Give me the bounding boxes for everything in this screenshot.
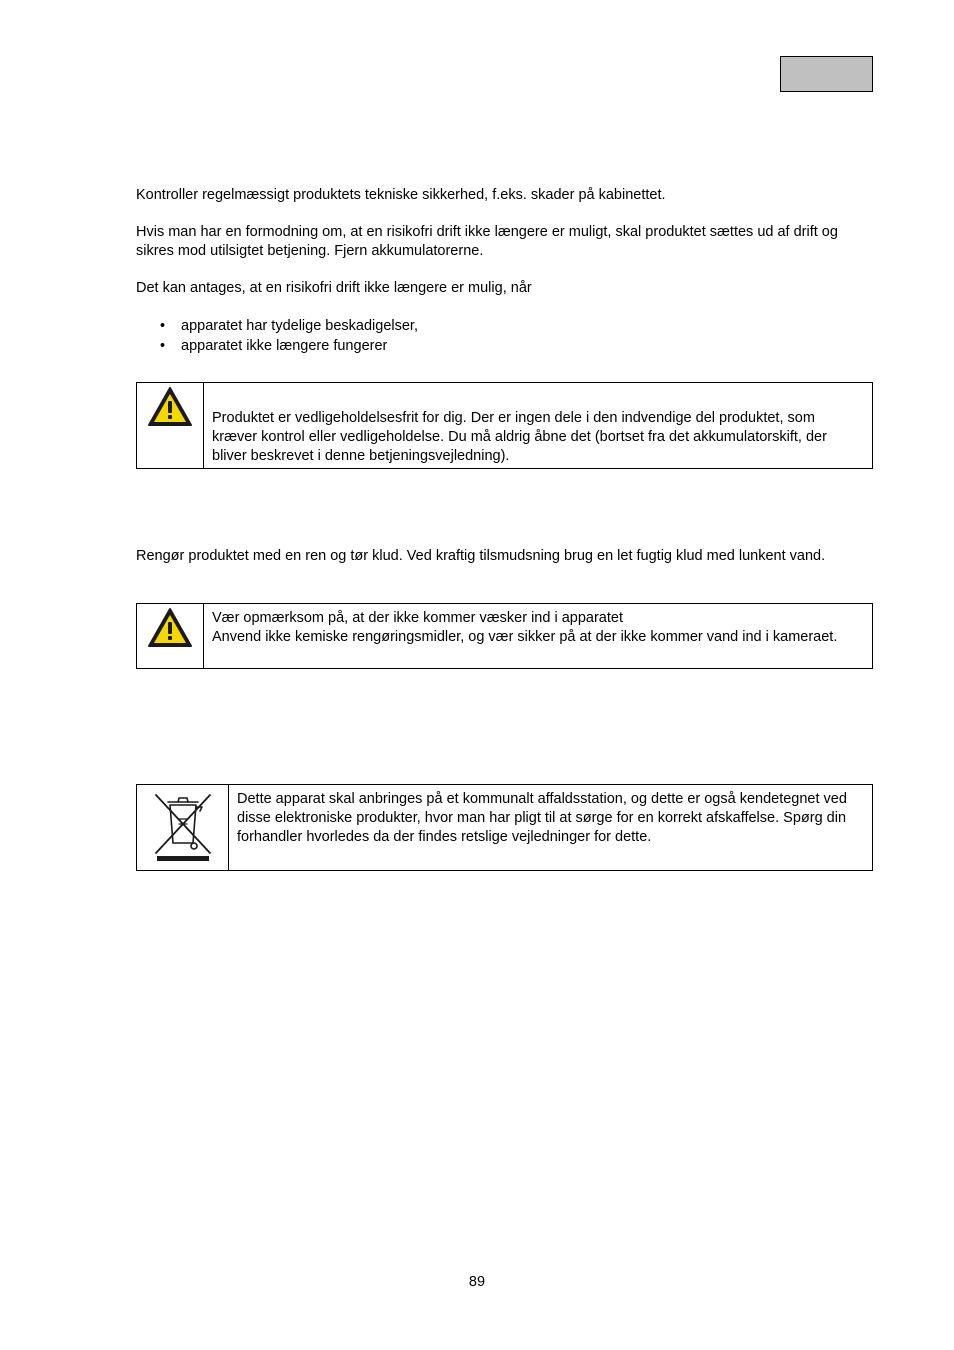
paragraph-conditions: Det kan antages, at en risikofri drift ikke længere er mulig, når (136, 280, 532, 296)
paragraph-safety-check: Kontroller regelmæssigt produktets tekniske sikkerhed, f.eks. skader på kabinettet. (136, 187, 666, 203)
list-item-text: apparatet ikke længere fungerer (181, 338, 388, 354)
maintenance-note (136, 382, 873, 469)
paragraph-shutdown: Hvis man har en formodning om, at en risikofri drift ikke længere er muligt, skal produktet sættes ud af drift og sikres mod utilsigtet betjening. Fjern akkumulatorerne. (136, 224, 838, 259)
note-text-cell (204, 383, 872, 468)
cleaning-note-line1: Vær opmærksom på, at der ikke kommer væsker ind i apparatet (212, 610, 623, 626)
maintenance-note-text: Produktet er vedligeholdelsesfrit for dig. Der er ingen dele i den indvendige del produktet, som kræver kontrol eller vedligeholdelse. Du må aldrig åbne det (bortset fra det akkumulatorskift, der bliver beskrevet i denne betjeningsvejledning). (212, 410, 827, 464)
bullet-icon: • (160, 338, 166, 354)
list-item (136, 316, 418, 336)
warning-triangle-icon (147, 386, 193, 428)
note-text-cell (204, 604, 872, 668)
note-text-cell (229, 785, 872, 870)
disposal-note-text: Dette apparat skal anbringes på et kommunalt affaldsstation, og dette er også kendetegnet ved disse elektroniske produkter, hvor man har pligt til at sørge for en korrekt afskaffelse. Spørg din forhandler hvorledes da der findes retslige vejledninger for dette. (237, 791, 847, 845)
list-item-text: apparatet har tydelige beskadigelser, (181, 318, 418, 334)
list-item (136, 336, 418, 356)
cleaning-note (136, 603, 873, 669)
language-tab-box (780, 56, 873, 92)
conditions-list (136, 316, 418, 356)
crossed-out-wheelie-bin-icon (152, 791, 214, 865)
bullet-icon: • (160, 318, 166, 334)
disposal-note (136, 784, 873, 871)
paragraph-cleaning: Rengør produktet med en ren og tør klud. Ved kraftig tilsmudsning brug en let fugtig klud med lunkent vand. (136, 548, 826, 564)
note-icon-cell (137, 604, 204, 668)
cleaning-note-line2: Anvend ikke kemiske rengøringsmidler, og vær sikker på at der ikke kommer vand ind i kameraet. (212, 629, 838, 645)
note-icon-cell (137, 383, 204, 468)
note-icon-cell (137, 785, 229, 870)
page-number: 89 (468, 1274, 486, 1290)
warning-triangle-icon (147, 607, 193, 649)
